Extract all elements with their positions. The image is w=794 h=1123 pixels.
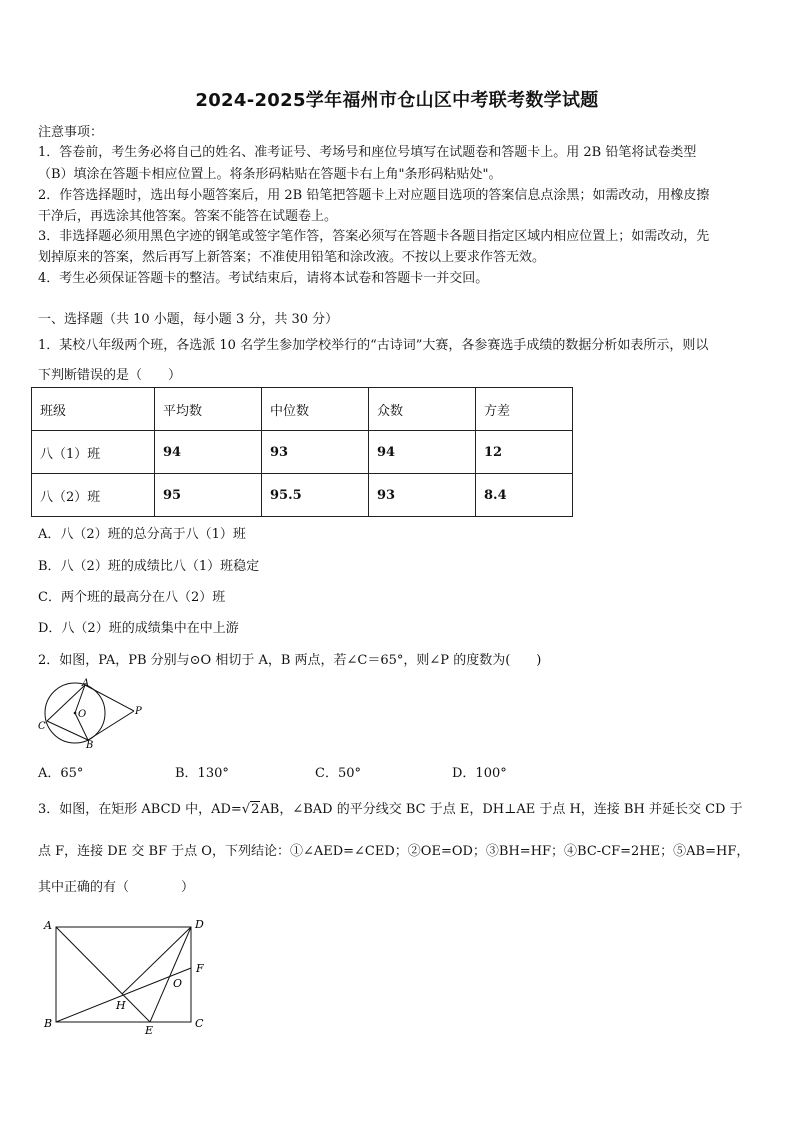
score-table [31, 387, 573, 517]
q2-option-b: B．130° [175, 766, 229, 781]
line-ae [56, 927, 150, 1022]
notice-item: 干净后，再选涂其他答案。答案不能答在试题卷上。 [38, 209, 338, 224]
q3-stem: 点 F，连接 DE 交 BF 于点 O，下列结论：①∠AED=∠CED；②OE=OD；③BH=HF；④BC-CF=2HE；⑤AB=HF， [38, 844, 750, 859]
table-header-cell: 众数 [369, 388, 476, 431]
notice-item: 2．作答选择题时，选出每小题答案后，用 2B 铅笔把答题卡上对应题目选项的答案信息点涂黑；如需改动，用橡皮擦 [38, 188, 710, 203]
q2-stem: 2．如图，PA，PB 分别与⊙O 相切于 A，B 两点，若∠C＝65°，则∠P 的度数为( ) [38, 653, 542, 668]
label-p: P [135, 706, 142, 717]
label-c: C [195, 1017, 204, 1030]
notice-item: 3．非选择题必须用黑色字迹的钢笔或签字笔作答，答案必须写在答题卡各题目指定区域内相应位置上；如需改动，先 [38, 229, 710, 244]
label-o: O [78, 709, 87, 720]
table-header-cell: 平均数 [155, 388, 262, 431]
table-cell: 12 [476, 431, 573, 474]
table-header-cell: 中位数 [262, 388, 369, 431]
q1-option-a: A．八（2）班的总分高于八（1）班 [38, 527, 246, 542]
tangent-pa [85, 685, 134, 711]
line-de [150, 927, 191, 1022]
section-heading: 一、选择题（共 10 小题，每小题 3 分，共 30 分） [38, 312, 339, 327]
q2-option-d: D．100° [452, 766, 507, 781]
q1-option-d: D．八（2）班的成绩集中在中上游 [38, 621, 239, 636]
table-cell: 94 [155, 431, 262, 474]
q3-stem-part: 3．如图，在矩形 ABCD 中，AD= [38, 802, 242, 817]
notice-heading: 注意事项： [38, 125, 104, 140]
table-cell: 八（1）班 [32, 431, 155, 474]
label-h: H [116, 999, 126, 1012]
q3-stem-part: AB，∠BAD 的平分线交 BC 于点 E，DH⊥AE 于点 H，连接 BH 并延长交 CD 于 [260, 802, 743, 817]
table-header-row [32, 388, 573, 431]
table-row [32, 474, 573, 517]
label-a: A [82, 678, 90, 689]
page-title: 2024-2025学年福州市仓山区中考联考数学试题 [195, 90, 599, 111]
notice-item: 4．考生必须保证答题卡的整洁。考试结束后，请将本试卷和答题卡一并交回。 [38, 271, 489, 286]
label-d: D [195, 918, 204, 931]
table-cell: 95 [155, 474, 262, 517]
table-cell: 93 [369, 474, 476, 517]
label-a: A [44, 919, 52, 932]
table-cell: 94 [369, 431, 476, 474]
label-c: C [38, 721, 46, 732]
table-header-cell: 方差 [476, 388, 573, 431]
table-cell: 95.5 [262, 474, 369, 517]
table-header-cell: 班级 [32, 388, 155, 431]
chord-cb [47, 721, 88, 740]
notice-item: 划掉原来的答案，然后再写上新答案；不准使用铅笔和涂改液。不按以上要求作答无效。 [38, 250, 546, 265]
q3-figure [38, 912, 218, 1042]
table-cell: 93 [262, 431, 369, 474]
q2-figure [34, 676, 154, 751]
q1-option-c: C．两个班的最高分在八（2）班 [38, 590, 226, 605]
table-cell: 八（2）班 [32, 474, 155, 517]
notice-item: （B）填涂在答题卡相应位置上。将条形码粘贴在答题卡右上角"条形码粘贴处"。 [38, 167, 502, 182]
sqrt-radicand: 2 [251, 802, 260, 817]
label-f: F [196, 962, 204, 975]
sqrt-symbol: √2 [241, 802, 260, 817]
label-b: B [86, 740, 94, 751]
label-o: O [173, 977, 183, 990]
q3-stem: 其中正确的有（ ） [38, 880, 195, 895]
line-bf [56, 968, 191, 1022]
q1-option-b: B．八（2）班的成绩比八（1）班稳定 [38, 559, 260, 574]
notice-item: 1．答卷前，考生务必将自己的姓名、准考证号、考场号和座位号填写在试题卷和答题卡上。用 2B 铅笔将试卷类型 [38, 145, 697, 160]
table-cell: 8.4 [476, 474, 573, 517]
tangent-pb [88, 711, 134, 740]
q1-stem: 下判断错误的是（ ） [38, 368, 182, 383]
label-b: B [44, 1017, 53, 1030]
table-row [32, 431, 573, 474]
label-e: E [145, 1024, 154, 1037]
q1-stem: 1．某校八年级两个班，各选派 10 名学生参加学校举行的“古诗词”大赛，各参赛选手成绩的数据分析如表所示，则以 [38, 338, 709, 353]
q2-option-a: A．65° [38, 766, 84, 781]
center-dot [74, 712, 77, 715]
q2-option-c: C．50° [315, 766, 361, 781]
q3-stem [38, 798, 743, 817]
